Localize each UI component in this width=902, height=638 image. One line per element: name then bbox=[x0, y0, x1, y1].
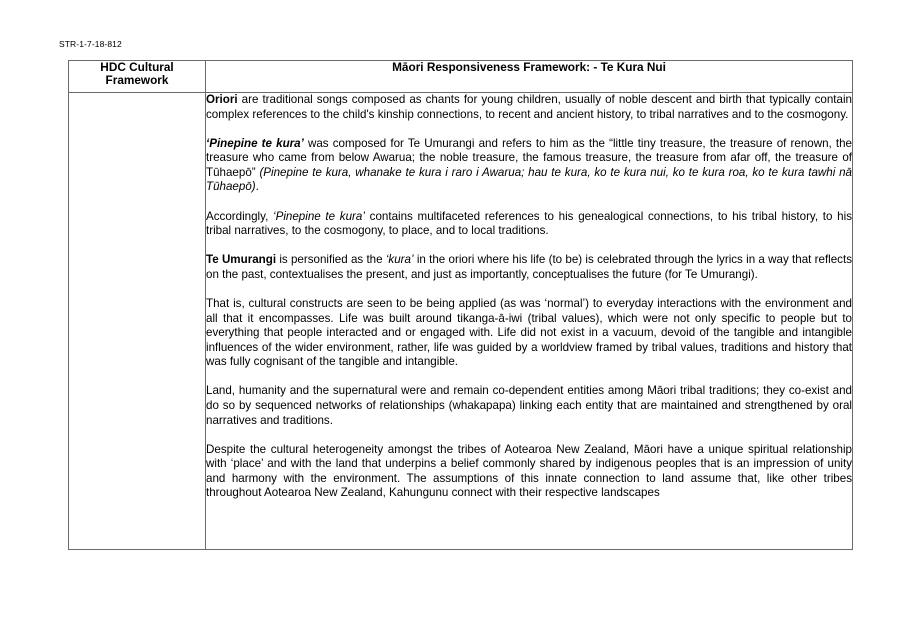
hdc-framework-cell bbox=[69, 93, 206, 550]
paragraph-text: contains multifaceted references to his genealogical connections, to his tribal history, to his tribal narratives, to the cosmogony, to place, and to local traditions. bbox=[206, 209, 853, 238]
table-body-row bbox=[69, 93, 853, 550]
paragraph-cultural-heterogeneity: Despite the cultural heterogeneity amongst the tribes of Aotearoa New Zealand, Māori have a unique spiritual relationship with ‘place’ and with the land that underpins a belief commonly shared by indigenous peoples that is an impression of unity and harmony with the environment. The assumptions of this innate connection to land assume that, like other tribes throughout Aotearoa New Zealand, Kahungunu connect with their respective landscapes bbox=[206, 442, 852, 500]
italic-term-pinepine: ‘Pinepine te kura’ bbox=[273, 209, 365, 223]
document-reference-code: STR-1-7-18-812 bbox=[59, 39, 122, 49]
term-te-umurangi: Te Umurangi bbox=[206, 253, 277, 267]
hdc-cultural-framework-header: HDC Cultural Framework bbox=[69, 61, 206, 93]
paragraph-land-humanity: Land, humanity and the supernatural were and remain co-dependent entities among Māori tribal traditions; they co-exist and do so by sequenced networks of relationships (whakapapa) linking each entity that are maintained and strengthened by oral narratives and traditions. bbox=[206, 384, 852, 427]
framework-table bbox=[68, 60, 853, 550]
paragraph-end: . bbox=[255, 180, 259, 194]
maori-lyric-quote: (Pinepine te kura, whanake te kura i raro i Awarua; hau te kura, ko te kura nui, ko te kura roa, ko te kura tawhi nā Tūhaepō) bbox=[206, 165, 852, 194]
paragraph-cultural-constructs: That is, cultural constructs are seen to be being applied (as was ‘normal’) to everyday interactions with the environment and all that it encompasses. Life was built around tikanga-ā-iwi (tribal values), which were not only specific to people but to everything that people interacted and or engaged with. Life did not exist in a vacuum, devoid of the tangible and intangible influences of the wider environment, rather, life was guided by a worldview framed by tribal values, traditions and history that was fully cognisant of the tangible and intangible. bbox=[206, 296, 852, 369]
paragraph-te-umurangi bbox=[206, 253, 852, 282]
paragraph-text: in the oriori where his life (to be) is celebrated through the lyrics in a way that reflects on the past, contextualises the present, and just as importantly, conceptualises the future (for Te Umurangi). bbox=[206, 253, 853, 281]
paragraph-text: is personified as the bbox=[276, 253, 386, 267]
table-header-row bbox=[69, 61, 853, 93]
maori-responsiveness-framework-header: Māori Responsiveness Framework: - Te Kura Nui bbox=[206, 61, 853, 93]
italic-term-kura: ‘kura’ bbox=[385, 253, 414, 267]
paragraph-accordingly bbox=[206, 210, 852, 239]
paragraph-text: was composed for Te Umurangi and refers to him as the “little tiny treasure, the treasure of renown, the treasure who came from below Awarua; the noble treasure, the famous treasure, the treasure from afar off, the treasure of Tūhaepō” bbox=[206, 136, 853, 179]
paragraph-text: are traditional songs composed as chants for young children, usually of noble descent and birth that typically contain complex references to the child's kinship connections, to recent and ancient history, to tribal narratives and to the cosmogony. bbox=[206, 93, 852, 121]
paragraph-pinepine-te-kura bbox=[206, 137, 852, 195]
paragraph-lead: Accordingly, bbox=[206, 209, 274, 223]
term-oriori: Oriori bbox=[206, 93, 238, 106]
term-pinepine-te-kura: ‘Pinepine te kura’ bbox=[206, 136, 304, 150]
te-kura-nui-content-cell bbox=[206, 93, 853, 550]
paragraph-oriori bbox=[206, 93, 852, 122]
